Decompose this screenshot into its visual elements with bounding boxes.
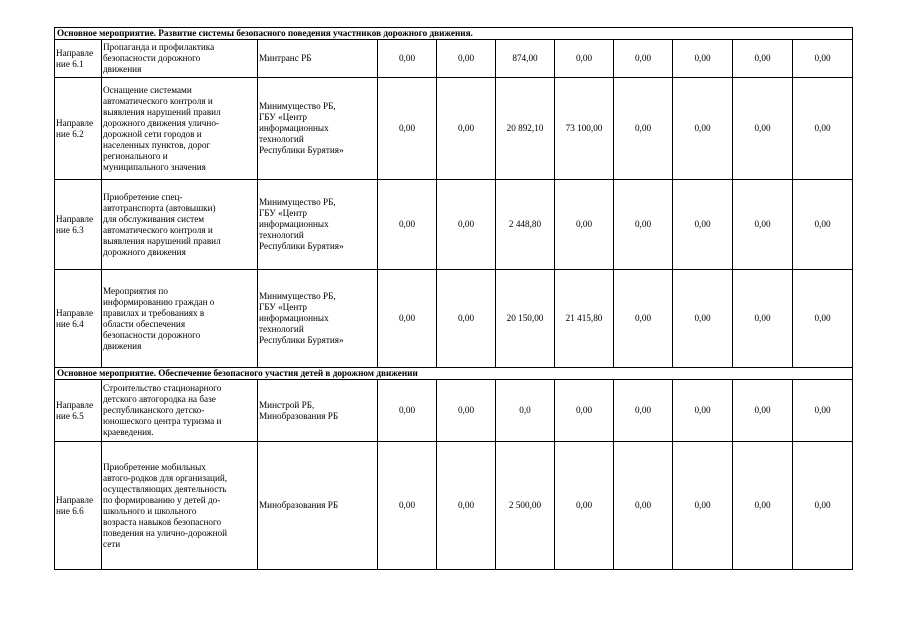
measure-name-line: безопасности дорожного bbox=[103, 329, 201, 340]
budget-table bbox=[54, 27, 853, 570]
measure-name-line: детского автогородка на базе bbox=[103, 394, 216, 404]
value-cell: 0,00 bbox=[733, 78, 793, 180]
measure-name-line: автого-родков для организаций, bbox=[103, 472, 228, 483]
value-cell: 0,00 bbox=[614, 40, 673, 78]
executor-line: Минимущество РБ, bbox=[259, 291, 336, 301]
measure-name-line: дорожного движения bbox=[103, 246, 186, 257]
value-cell: 0,00 bbox=[437, 442, 496, 570]
measure-name-line: осуществляющих деятельность bbox=[103, 483, 227, 494]
measure-name-line: дорожного движения улично- bbox=[103, 117, 219, 128]
executor-line: информационных bbox=[259, 313, 329, 323]
measure-name-line: Пропаганда и профилактика bbox=[103, 42, 215, 52]
measure-name bbox=[102, 442, 258, 570]
direction-code bbox=[55, 380, 102, 442]
measure-name-line: муниципального значения bbox=[103, 161, 206, 172]
measure-name-line: Мероприятия по bbox=[103, 285, 168, 296]
measure-name-line: возраста навыков безопасного bbox=[103, 516, 222, 527]
direction-code bbox=[55, 442, 102, 570]
direction-code-line: Направле bbox=[56, 494, 94, 505]
table-row bbox=[55, 442, 853, 570]
value-cell: 20 150,00 bbox=[496, 270, 555, 368]
measure-name-line: Оснащение системами bbox=[103, 84, 192, 95]
value-cell: 0,00 bbox=[733, 40, 793, 78]
executor-line: Республики Бурятия» bbox=[259, 241, 344, 251]
executor-line: ГБУ «Центр bbox=[259, 302, 308, 312]
value-cell: 2 500,00 bbox=[496, 442, 555, 570]
direction-code-line: ние 6.6 bbox=[56, 505, 84, 516]
executor-line: Минстрой РБ, bbox=[259, 399, 315, 410]
measure-name-line: Приобретение мобильных bbox=[103, 461, 206, 472]
value-cell: 0,00 bbox=[733, 180, 793, 270]
value-cell: 21 415,80 bbox=[555, 270, 614, 368]
executor bbox=[258, 442, 378, 570]
measure-name-line: краеведения. bbox=[103, 427, 154, 437]
measure-name-line: движения bbox=[103, 340, 142, 351]
direction-code bbox=[55, 78, 102, 180]
direction-code-line: Направле bbox=[56, 213, 94, 224]
measure-name-line: дорожной сети городов и bbox=[103, 128, 202, 139]
executor-line: Минимущество РБ, bbox=[259, 197, 336, 207]
measure-name bbox=[102, 40, 258, 78]
value-cell: 0,00 bbox=[793, 380, 853, 442]
value-cell: 0,00 bbox=[437, 78, 496, 180]
measure-name-line: школьного и школьного bbox=[103, 505, 197, 516]
value-cell: 0,00 bbox=[437, 270, 496, 368]
table-row bbox=[55, 380, 853, 442]
value-cell: 0,00 bbox=[673, 78, 733, 180]
measure-name-line: выявления нарушений правил bbox=[103, 235, 221, 246]
measure-name-line: информированию граждан о bbox=[103, 296, 215, 307]
direction-code-line: Направле bbox=[56, 399, 94, 410]
value-cell: 0,00 bbox=[673, 270, 733, 368]
executor-line: информационных bbox=[259, 219, 329, 229]
value-cell: 0,00 bbox=[614, 180, 673, 270]
value-cell: 0,00 bbox=[437, 40, 496, 78]
table-row bbox=[55, 40, 853, 78]
value-cell: 0,00 bbox=[378, 40, 437, 78]
measure-name-line: Строительство стационарного bbox=[103, 383, 222, 393]
value-cell: 0,00 bbox=[793, 180, 853, 270]
section-header-row bbox=[55, 28, 853, 40]
measure-name bbox=[102, 180, 258, 270]
executor bbox=[258, 380, 378, 442]
measure-name-line: регионального и bbox=[103, 150, 168, 161]
value-cell: 0,00 bbox=[378, 380, 437, 442]
value-cell: 0,00 bbox=[437, 180, 496, 270]
value-cell: 0,00 bbox=[793, 40, 853, 78]
direction-code-line: Направле bbox=[56, 47, 94, 58]
value-cell: 0,00 bbox=[378, 78, 437, 180]
measure-name-line: поведения на улично-дорожной bbox=[103, 527, 228, 538]
value-cell: 0,00 bbox=[555, 442, 614, 570]
direction-code bbox=[55, 180, 102, 270]
table-row bbox=[55, 78, 853, 180]
value-cell: 0,00 bbox=[555, 380, 614, 442]
value-cell: 0,00 bbox=[555, 40, 614, 78]
direction-code-line: Направле bbox=[56, 117, 94, 128]
value-cell: 0,00 bbox=[614, 380, 673, 442]
executor bbox=[258, 40, 378, 78]
document-page bbox=[54, 27, 852, 570]
value-cell: 0,0 bbox=[496, 380, 555, 442]
measure-name-line: населенных пунктов, дорог bbox=[103, 139, 211, 150]
value-cell: 0,00 bbox=[673, 380, 733, 442]
measure-name bbox=[102, 78, 258, 180]
value-cell: 0,00 bbox=[673, 442, 733, 570]
measure-name-line: Приобретение спец- bbox=[103, 191, 183, 202]
measure-name-line: безопасности дорожного bbox=[103, 53, 201, 63]
measure-name-line: для обслуживания систем bbox=[103, 213, 205, 224]
value-cell: 0,00 bbox=[673, 180, 733, 270]
direction-code-line: ние 6.4 bbox=[56, 318, 84, 329]
value-cell: 73 100,00 bbox=[555, 78, 614, 180]
executor-line: Республики Бурятия» bbox=[259, 335, 344, 345]
executor-line: технологий bbox=[259, 134, 304, 144]
value-cell: 0,00 bbox=[793, 442, 853, 570]
executor-line: Минимущество РБ, bbox=[259, 101, 336, 111]
executor-line: Минобразования РБ bbox=[259, 410, 339, 421]
value-cell: 0,00 bbox=[378, 270, 437, 368]
table-row bbox=[55, 270, 853, 368]
value-cell: 0,00 bbox=[378, 442, 437, 570]
value-cell: 0,00 bbox=[555, 180, 614, 270]
measure-name-line: автоматического контроля и bbox=[103, 95, 213, 106]
table-row bbox=[55, 180, 853, 270]
direction-code bbox=[55, 270, 102, 368]
executor bbox=[258, 180, 378, 270]
value-cell: 0,00 bbox=[793, 270, 853, 368]
section-header-row bbox=[55, 368, 853, 380]
measure-name-line: по формированию у детей до- bbox=[103, 494, 221, 505]
direction-code-line: ние 6.1 bbox=[56, 58, 84, 69]
section-title: Основное мероприятие. Обеспечение безопасного участия детей в дорожном движении bbox=[55, 368, 853, 380]
measure-name-line: сети bbox=[103, 538, 121, 549]
table-body bbox=[55, 28, 853, 570]
executor-line: ГБУ «Центр bbox=[259, 112, 308, 122]
measure-name-line: республиканского детско- bbox=[103, 405, 205, 415]
executor-line: ГБУ «Центр bbox=[259, 208, 308, 218]
value-cell: 0,00 bbox=[614, 78, 673, 180]
measure-name-line: автотранспорта (автовышки) bbox=[103, 202, 216, 213]
measure-name-line: движения bbox=[103, 64, 142, 74]
value-cell: 0,00 bbox=[733, 380, 793, 442]
direction-code bbox=[55, 40, 102, 78]
value-cell: 0,00 bbox=[437, 380, 496, 442]
measure-name-line: правилах и требованиях в bbox=[103, 307, 205, 318]
direction-code-line: Направле bbox=[56, 307, 94, 318]
value-cell: 0,00 bbox=[614, 442, 673, 570]
measure-name bbox=[102, 380, 258, 442]
value-cell: 20 892,10 bbox=[496, 78, 555, 180]
value-cell: 2 448,80 bbox=[496, 180, 555, 270]
value-cell: 874,00 bbox=[496, 40, 555, 78]
value-cell: 0,00 bbox=[733, 270, 793, 368]
value-cell: 0,00 bbox=[378, 180, 437, 270]
measure-name-line: юношеского центра туризма и bbox=[103, 416, 222, 426]
executor-line: Минтранс РБ bbox=[259, 53, 312, 63]
executor-line: информационных bbox=[259, 123, 329, 133]
executor bbox=[258, 78, 378, 180]
direction-code-line: ние 6.2 bbox=[56, 128, 84, 139]
value-cell: 0,00 bbox=[614, 270, 673, 368]
direction-code-line: ние 6.5 bbox=[56, 410, 84, 421]
measure-name-line: автоматического контроля и bbox=[103, 224, 213, 235]
executor-line: технологий bbox=[259, 324, 304, 334]
executor-line: Республики Бурятия» bbox=[259, 145, 344, 155]
direction-code-line: ние 6.3 bbox=[56, 224, 84, 235]
executor bbox=[258, 270, 378, 368]
executor-line: Минобразования РБ bbox=[259, 500, 339, 510]
measure-name bbox=[102, 270, 258, 368]
measure-name-line: выявления нарушений правил bbox=[103, 106, 221, 117]
measure-name-line: области обеспечения bbox=[103, 318, 186, 329]
value-cell: 0,00 bbox=[793, 78, 853, 180]
value-cell: 0,00 bbox=[733, 442, 793, 570]
section-title: Основное мероприятие. Развитие системы безопасного поведения участников дорожного движения. bbox=[55, 28, 853, 40]
value-cell: 0,00 bbox=[673, 40, 733, 78]
executor-line: технологий bbox=[259, 230, 304, 240]
